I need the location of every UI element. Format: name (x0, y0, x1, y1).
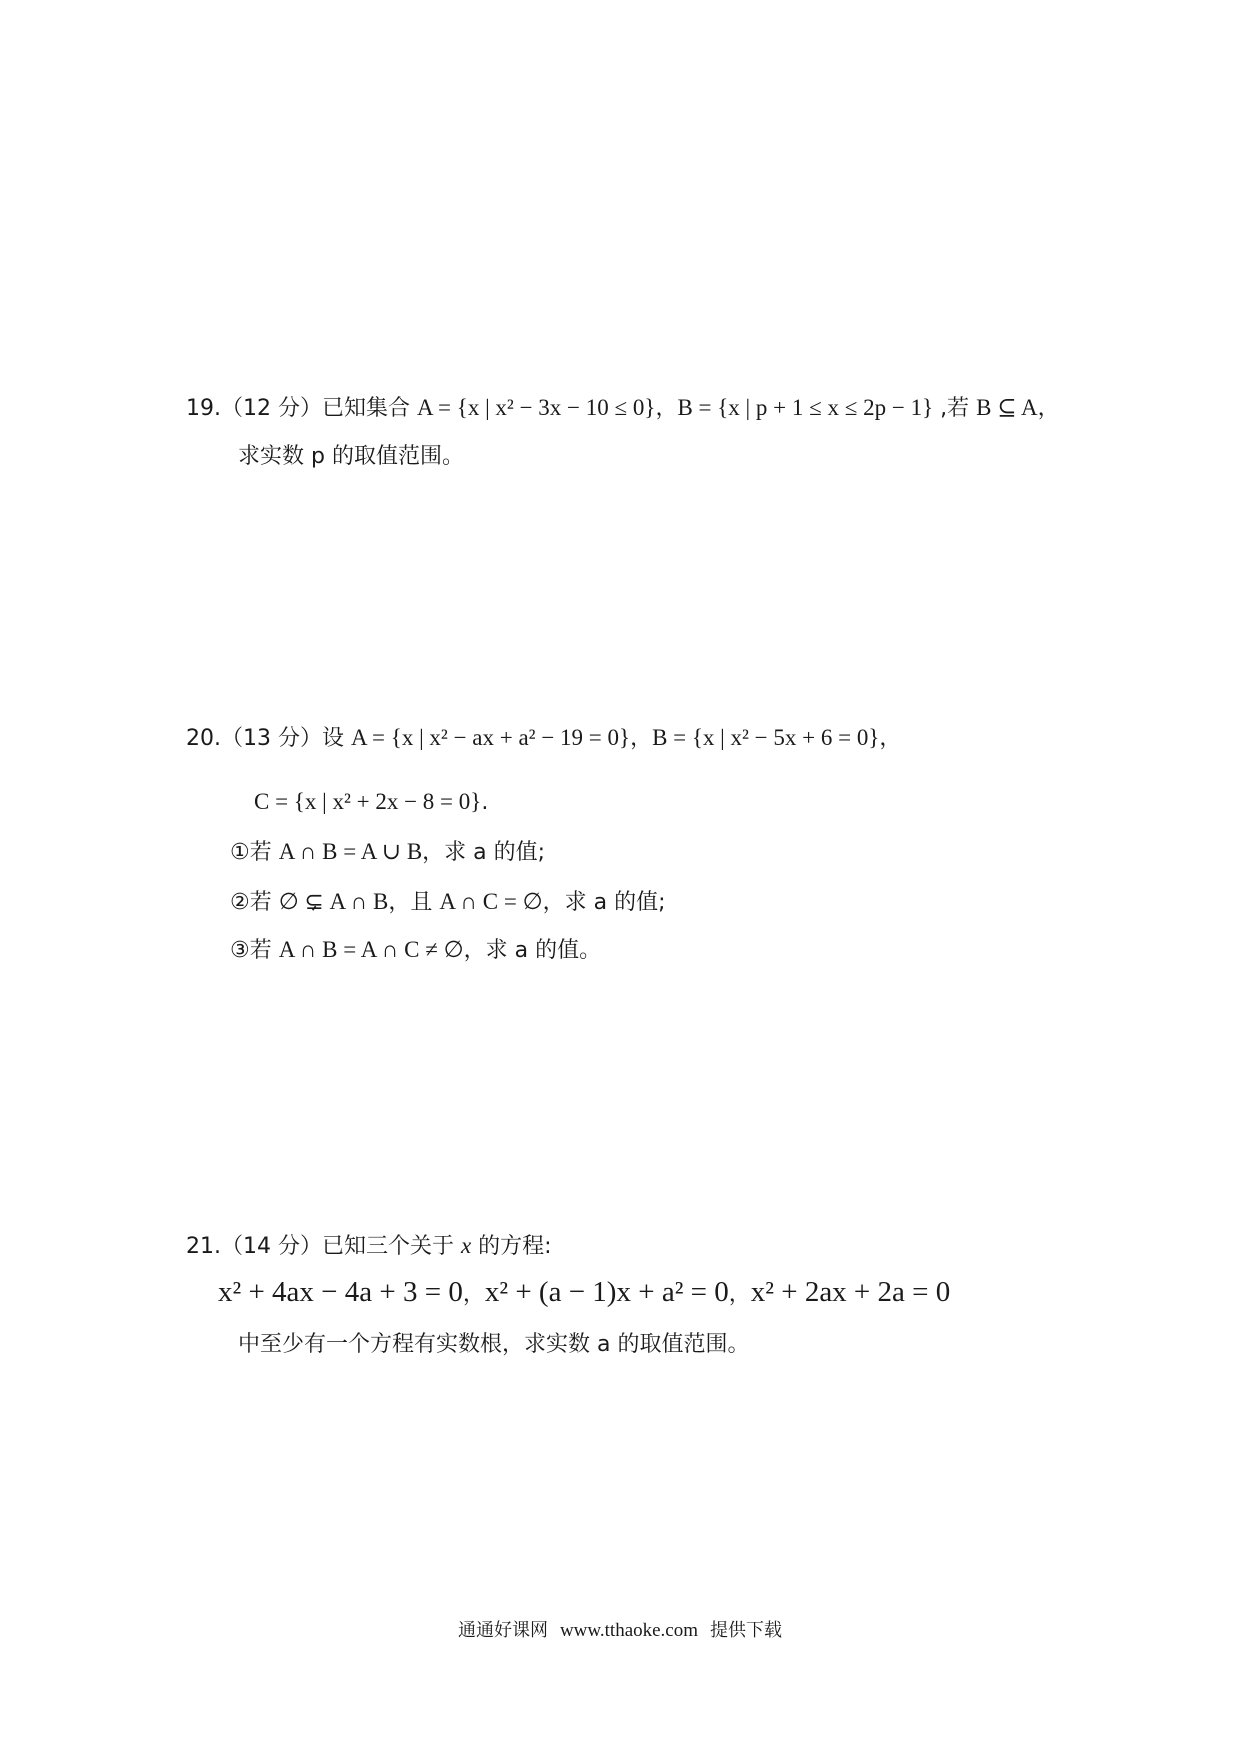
equation-1: x² + 4ax − 4a + 3 = 0 (218, 1276, 463, 1308)
condition-label: ,若 (933, 396, 977, 421)
problem-19-line-2: 求实数 p 的取值范围。 (238, 444, 464, 469)
set-b-definition: B = {x | p + 1 ≤ x ≤ 2p − 1} (677, 395, 934, 420)
problem-20-item-3 (230, 938, 601, 962)
separator: ， (630, 726, 653, 751)
item-1-condition: A ∩ B = A ∪ B (278, 839, 423, 864)
item-3-question: ，求 a 的值。 (463, 938, 602, 963)
set-a-definition: A = {x | x² − ax + a² − 19 = 0} (350, 725, 631, 750)
footer-url: www.tthaoke.com (559, 1620, 699, 1641)
separator: ， (879, 726, 902, 751)
problem-20-item-2 (230, 890, 666, 914)
separator: ， (728, 1282, 751, 1307)
item-3-condition: A ∩ B = A ∩ C ≠ ∅ (278, 937, 464, 962)
separator: ， (1037, 396, 1060, 421)
problem-20-line-2 (254, 790, 488, 814)
set-a-definition: A = {x | x² − 3x − 10 ≤ 0} (416, 395, 656, 420)
problem-21-equations (218, 1278, 950, 1307)
set-b-definition: B = {x | x² − 5x + 6 = 0} (652, 725, 880, 750)
set-c-definition: C = {x | x² + 2x − 8 = 0} (254, 789, 482, 814)
problem-20-number: 20.（13 分）设 (186, 726, 351, 751)
problem-20-item-1 (230, 840, 545, 864)
equation-2: x² + (a − 1)x + a² = 0 (484, 1276, 729, 1308)
item-2-question: ，求 a 的值; (542, 890, 666, 915)
problem-21-number: 21.（14 分）已知三个关于 (186, 1234, 461, 1259)
page-footer (0, 1616, 1240, 1642)
item-2-label: ②若 (230, 890, 279, 915)
separator: . (481, 790, 489, 815)
item-2-connector: ，且 (388, 890, 440, 915)
problem-19-line-1 (186, 396, 1060, 420)
variable-x: x (460, 1233, 472, 1258)
item-3-label: ③若 (230, 938, 279, 963)
problem-21-line-3: 中至少有一个方程有实数根，求实数 a 的取值范围。 (238, 1332, 750, 1357)
problem-19-number: 19.（12 分）已知集合 (186, 396, 417, 421)
item-1-question: ，求 a 的值; (422, 840, 546, 865)
item-2-condition-2: A ∩ C = ∅ (439, 889, 543, 914)
item-2-condition-1: ∅ ⊊ A ∩ B (278, 889, 389, 914)
subset-condition: B ⊆ A (976, 395, 1038, 420)
item-1-label: ①若 (230, 840, 279, 865)
footer-suffix: 提供下载 (710, 1620, 783, 1641)
problem-20-line-1 (186, 726, 901, 750)
problem-21-line-1 (186, 1234, 552, 1258)
separator: ， (655, 396, 678, 421)
problem-21-intro-end: 的方程: (471, 1234, 552, 1259)
equation-3: x² + 2ax + 2a = 0 (750, 1276, 951, 1308)
separator: ， (462, 1282, 485, 1307)
footer-site-name: 通通好课网 (457, 1620, 548, 1641)
